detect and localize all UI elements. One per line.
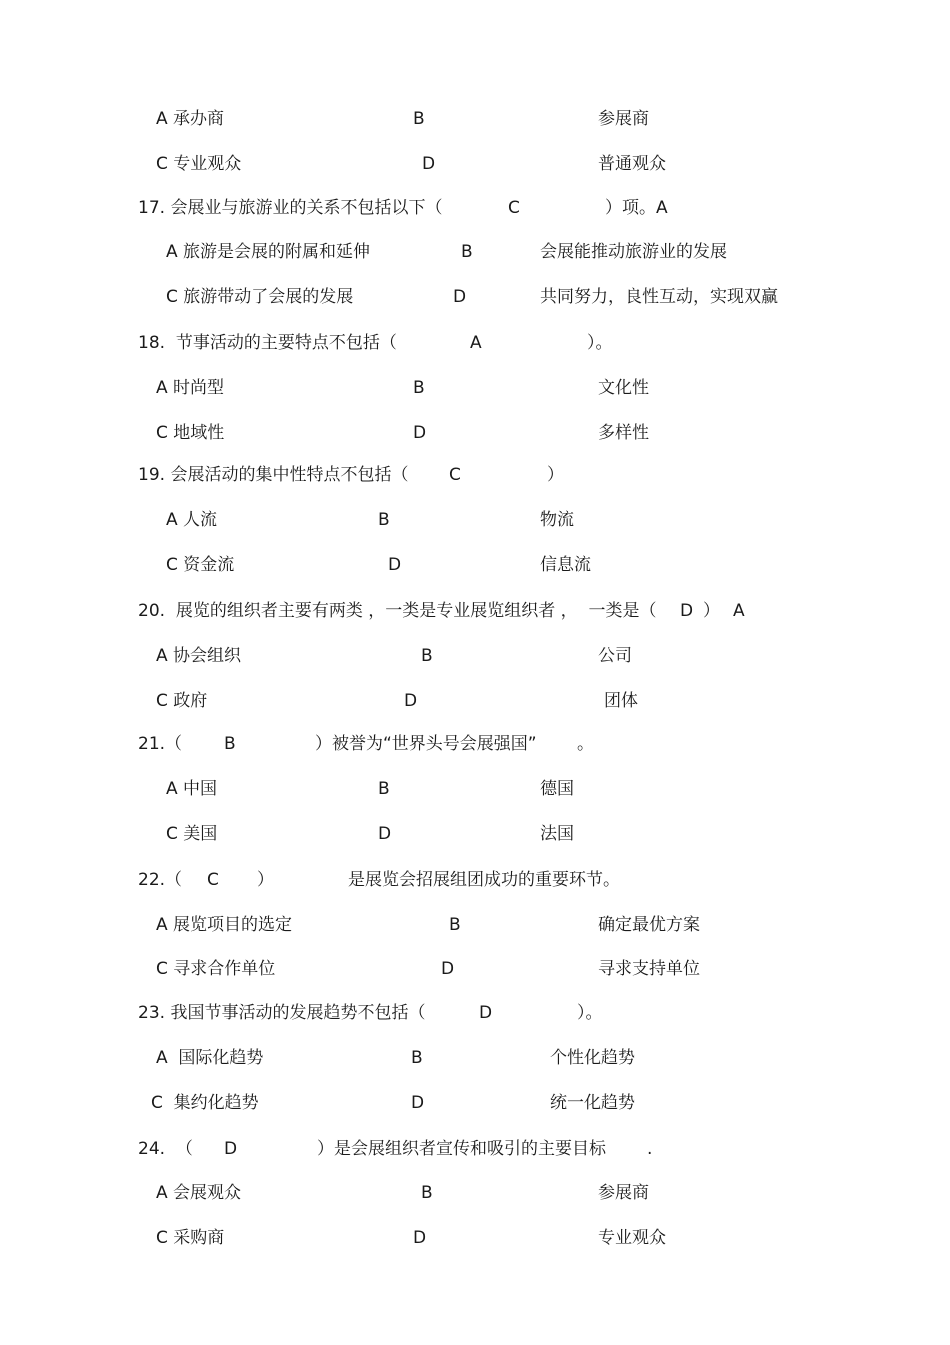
option-text: D xyxy=(411,1093,425,1113)
option-text: B xyxy=(411,1048,423,1068)
option-text: B xyxy=(413,378,425,398)
question-text: D xyxy=(680,601,694,621)
question-text: 23. 我国节事活动的发展趋势不包括（ xyxy=(138,1003,426,1023)
question-line xyxy=(0,731,950,757)
question-text: C xyxy=(508,198,520,218)
option-text: 团体 xyxy=(604,691,638,711)
option-line xyxy=(0,1180,950,1206)
option-text: A 中国 xyxy=(166,779,218,799)
question-line xyxy=(0,195,950,221)
option-text: C 旅游带动了会展的发展 xyxy=(166,287,354,307)
option-line xyxy=(0,1090,950,1116)
question-text: 19. 会展活动的集中性特点不包括（ xyxy=(138,465,409,485)
option-line xyxy=(0,821,950,847)
option-line xyxy=(0,239,950,265)
option-text: C 集约化趋势 xyxy=(151,1093,259,1113)
option-text: 公司 xyxy=(598,646,632,666)
question-text: ）。 xyxy=(587,333,613,353)
option-text: 个性化趋势 xyxy=(550,1048,635,1068)
option-text: 信息流 xyxy=(540,555,591,575)
question-text: ） xyxy=(547,465,564,485)
question-text: D xyxy=(224,1139,238,1159)
question-line xyxy=(0,1000,950,1026)
option-text: 参展商 xyxy=(598,1183,649,1203)
question-text: 22.（ xyxy=(138,870,183,890)
option-line xyxy=(0,1045,950,1071)
option-text: 法国 xyxy=(540,824,574,844)
question-text: A xyxy=(470,333,482,353)
question-text: 17. 会展业与旅游业的关系不包括以下（ xyxy=(138,198,443,218)
question-text: C xyxy=(207,870,219,890)
option-text: 参展商 xyxy=(598,109,649,129)
option-line xyxy=(0,912,950,938)
option-line xyxy=(0,106,950,132)
option-text: A 时尚型 xyxy=(156,378,225,398)
option-text: D xyxy=(422,154,436,174)
option-text: B xyxy=(461,242,473,262)
question-text: D xyxy=(479,1003,493,1023)
option-text: D xyxy=(413,423,427,443)
option-text: D xyxy=(441,959,455,979)
question-text: ）是会展组织者宣传和吸引的主要目标 xyxy=(317,1139,606,1159)
question-text: 20. 展览的组织者主要有两类 ，一类是专业展览组织者 ， 一类是（ xyxy=(138,601,657,621)
option-line xyxy=(0,284,950,310)
question-text: ）。 xyxy=(577,1003,603,1023)
option-text: B xyxy=(378,779,390,799)
question-text: 24. （ xyxy=(138,1139,193,1159)
option-text: D xyxy=(413,1228,427,1248)
option-text: 德国 xyxy=(540,779,574,799)
option-text: D xyxy=(388,555,402,575)
question-text: ） xyxy=(703,601,720,621)
option-text: 共同努力，良性互动，实现双赢 xyxy=(540,287,778,307)
option-text: 统一化趋势 xyxy=(550,1093,635,1113)
option-line xyxy=(0,643,950,669)
question-text: ）被誉为“世界头号会展强国” xyxy=(315,734,537,754)
option-text: B xyxy=(421,1183,433,1203)
option-text: C 专业观众 xyxy=(156,154,242,174)
option-text: B xyxy=(378,510,390,530)
option-text: A 旅游是会展的附属和延伸 xyxy=(166,242,371,262)
question-text: . xyxy=(647,1139,653,1159)
question-line xyxy=(0,598,950,624)
question-text: ） xyxy=(257,870,274,890)
question-line xyxy=(0,462,950,488)
question-text: B xyxy=(224,734,236,754)
question-text: 18. 节事活动的主要特点不包括（ xyxy=(138,333,397,353)
option-text: 会展能推动旅游业的发展 xyxy=(540,242,727,262)
option-text: C 地域性 xyxy=(156,423,225,443)
option-text: C 寻求合作单位 xyxy=(156,959,276,979)
option-text: 寻求支持单位 xyxy=(598,959,700,979)
option-text: D xyxy=(404,691,418,711)
option-text: 普通观众 xyxy=(598,154,666,174)
option-text: A 协会组织 xyxy=(156,646,242,666)
option-line xyxy=(0,1225,950,1251)
option-text: 确定最优方案 xyxy=(598,915,700,935)
option-text: 文化性 xyxy=(598,378,649,398)
option-text: C 资金流 xyxy=(166,555,235,575)
option-line xyxy=(0,688,950,714)
question-text: ）项。A xyxy=(605,198,668,218)
option-text: C 美国 xyxy=(166,824,218,844)
option-line xyxy=(0,956,950,982)
question-line xyxy=(0,867,950,893)
question-text: A xyxy=(733,601,745,621)
option-text: B xyxy=(449,915,461,935)
option-text: 多样性 xyxy=(598,423,649,443)
question-text: 是展览会招展组团成功的重要环节。 xyxy=(348,870,620,890)
option-text: A 会展观众 xyxy=(156,1183,242,1203)
option-text: D xyxy=(453,287,467,307)
option-line xyxy=(0,507,950,533)
question-text: 21.（ xyxy=(138,734,183,754)
question-line xyxy=(0,1136,950,1162)
option-text: C 政府 xyxy=(156,691,208,711)
option-text: A 展览项目的选定 xyxy=(156,915,293,935)
option-text: 专业观众 xyxy=(598,1228,666,1248)
question-text: C xyxy=(449,465,461,485)
question-text: 。 xyxy=(577,734,594,754)
option-line xyxy=(0,776,950,802)
option-text: B xyxy=(421,646,433,666)
option-text: A 国际化趋势 xyxy=(156,1048,264,1068)
option-text: D xyxy=(378,824,392,844)
option-text: B xyxy=(413,109,425,129)
option-line xyxy=(0,151,950,177)
option-line xyxy=(0,420,950,446)
option-text: 物流 xyxy=(540,510,574,530)
option-text: C 采购商 xyxy=(156,1228,225,1248)
question-line xyxy=(0,330,950,356)
option-line xyxy=(0,552,950,578)
option-line xyxy=(0,375,950,401)
option-text: A 承办商 xyxy=(156,109,225,129)
option-text: A 人流 xyxy=(166,510,218,530)
